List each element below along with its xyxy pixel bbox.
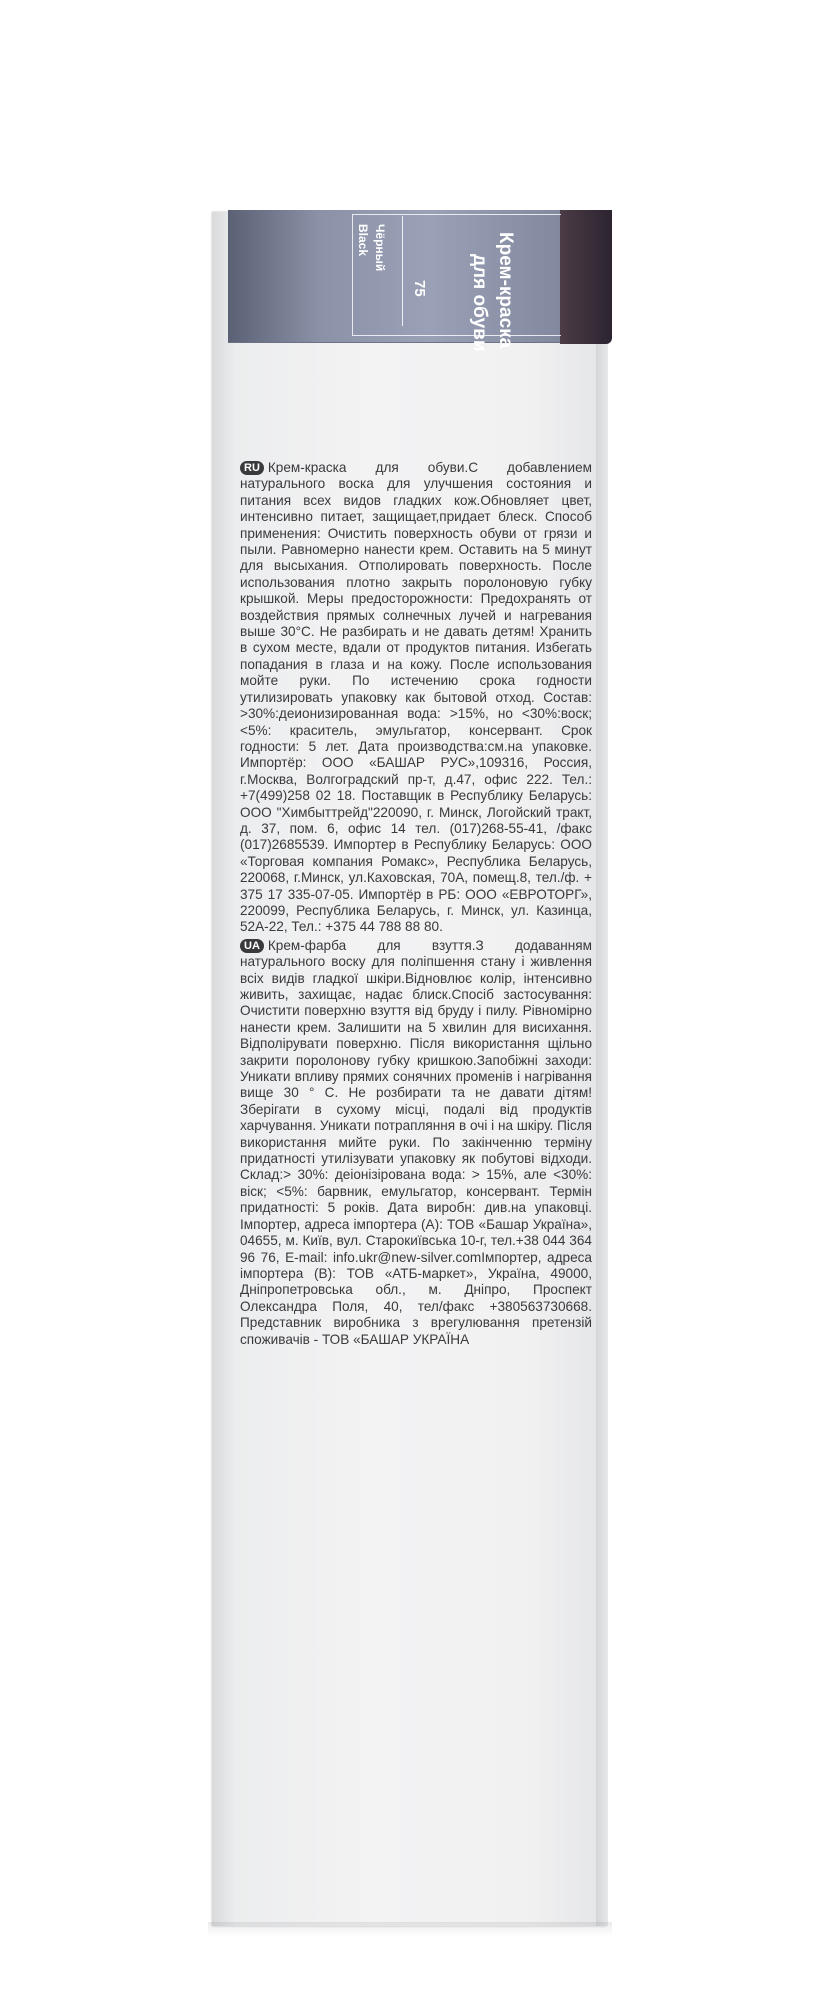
box-edge (596, 212, 608, 1926)
flap-product-subtitle: для обуви (469, 254, 490, 352)
label-ua-text: Крем-фарба для взуття.З додаванням натурального воску для поліпшення стану і живлення всіх видів гладкої шкіри.Відновлює колір, інтенсивно живить, захищає, надає блиск.Спосіб застосування: Очистити поверхню взуття від бруду і пилу. Рівномірно нанести крем. Залишити на 5 хвилин для висихання. Відполірувати поверхню. Після використання щільно закрити поролонову губку кришкою.Запобіжні заходи: Уникати впливу прямих сонячних променів і нагрівання вище 30 ° С. Не розбирати та не давати дітям! Зберігати в сухому місці, подалі від продуктів харчування. Уникати потрапляння в очі і на шкіру. Після використання мийте руки. По закінченню терміну придатності утилізувати упаковку як побутові відходи. Склад:> 30%: деіонізірована вода: > 15%, але <30%: віск; <5%: барвник, емульгатор, консервант. Термін придатності: 5 років. Дата виробн: див.на упаковці. Імпортер, адреса імпортера (А): ТОВ «Башар Україна», 04655, м. Київ, вул. Старокиївська 10-г, тел.+38 044 364 96 76, E-mail: info.ukr@new-silver.comІмпортер, адреса імпортера (В): ТОВ «АТБ-маркет», Україна, 49000, Дніпропетровська обл., м. Дніпро, Проспект Олександра Поля, 40, тел/факс +380563730668. Представник виробника з врегулювання претензій споживачів - ТОВ «БАШАР УКРАЇНА (240, 937, 592, 1347)
box-shadow (208, 1922, 612, 1936)
flap-color-name-en: Black (356, 224, 370, 257)
ua-language-badge: UA (240, 939, 264, 953)
label-ru-section (240, 460, 592, 936)
flap-divider (402, 216, 403, 326)
flap-product-name: Крем-краска (495, 232, 516, 349)
label-ua-section (240, 938, 592, 1348)
label-ru-text: Крем-краска для обуви.С добавлением натурального воска для улучшения состояния и питания всех видов гладких кож.Обновляет цвет, интенсивно питает, защищает,придает блеск. Способ применения: Очистить поверхность обуви от грязи и пыли. Равномерно нанести крем. Оставить на 5 минут для высыхания. Отполировать поверхность. После использования плотно закрыть поролоновую губку крышкой. Меры предосторожности: Предохранять от воздействия прямых солнечных лучей и нагревания выше 30°С. Не разбирать и не давать детям! Хранить в сухом месте, вдали от продуктов питания. Избегать попадания в глаза и на кожу. После использования мойте руки. По истечению срока годности утилизировать упаковку как бытовой отход. Состав: >30%:деионизированная вода: >15%, но <30%:воск; <5%: краситель, эмульгатор, консервант. Срок годности: 5 лет. Дата производства:см.на упаковке. Импортёр: ООО «БАШАР РУС»,109316, Россия, г.Москва, Волгоградский пр-т, д.47, офис 222. Тел.: +7(499)258 02 18. Поставщик в Республику Беларусь: ООО "Химбыттрейд"220090, г. Минск, Логойский тракт, д. 37, пом. 6, офис 14 тел. (017)268-55-41, /факс (017)2685539. Импортер в Республику Беларусь: ООО «Торговая компания Ромакс», Республика Беларусь, 220068, г.Минск, ул.Каховская, 70А, помещ.8, тел./ф. + 375 17 335-07-05. Импортёр в РБ: ООО «ЕВРОТОРГ», 220099, Республика Беларусь, г. Минск, ул. Казинца, 52А-22, Тел.: +375 44 788 88 80. (240, 460, 592, 935)
flap-weight: 75 (411, 280, 428, 297)
flap-color-name: Чёрный (373, 224, 387, 272)
box-flap-tab (560, 210, 612, 344)
ru-language-badge: RU (240, 461, 264, 475)
product-label-text (240, 460, 592, 1350)
